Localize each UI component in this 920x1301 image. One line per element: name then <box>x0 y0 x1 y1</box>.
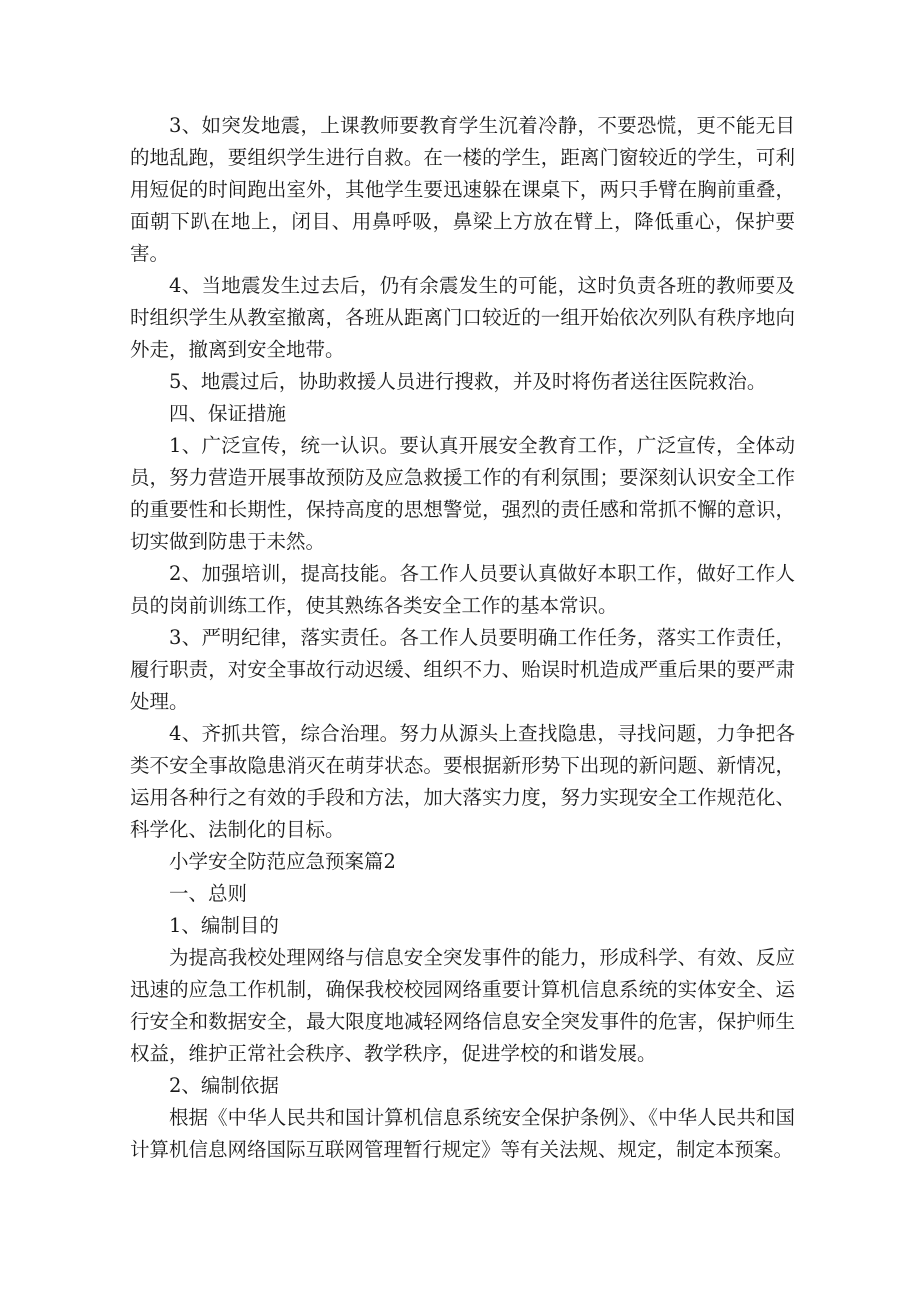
paragraph-training: 2、加强培训，提高技能。各工作人员要认真做好本职工作，做好工作人员的岗前训练工作，使其熟练各类安全工作的基本常识。 <box>130 562 795 617</box>
paragraph-purpose: 为提高我校处理网络与信息安全突发事件的能力，形成科学、有效、反应迅速的应急工作机制，确保我校校园网络重要计算机信息系统的实体安全、运行安全和数据安全，最大限度地减轻网络信息安全突发事件的危害，保护师生权益，维护正常社会秩序、教学秩序，促进学校的和谐发展。 <box>130 946 795 1065</box>
paragraph-rescue: 5、地震过后，协助救援人员进行搜救，并及时将伤者送往医院救治。 <box>169 370 767 393</box>
subheading-basis: 2、编制依据 <box>169 1074 279 1097</box>
section-heading-general-principles: 一、总则 <box>169 882 248 905</box>
paragraph-earthquake-self-rescue: 3、如突发地震，上课教师要教育学生沉着冷静，不要恐慌，更不能无目的地乱跑，要组织学生进行自救。在一楼的学生，距离门窗较近的学生，可利用短促的时间跑出室外，其他学生要迅速躲在课桌下，两只手臂在胸前重叠，面朝下趴在地上，闭目、用鼻呼吸，鼻梁上方放在臂上，降低重心，保护要害。 <box>130 114 795 265</box>
section-heading-guarantee-measures: 四、保证措施 <box>169 402 287 425</box>
document-body <box>130 110 795 1166</box>
paragraph-basis: 根据《中华人民共和国计算机信息系统安全保护条例》、《中华人民共和国计算机信息网络国际互联网管理暂行规定》等有关法规、规定，制定本预案。 <box>130 1106 795 1161</box>
paragraph-discipline: 3、严明纪律，落实责任。各工作人员要明确工作任务，落实工作责任，履行职责，对安全事故行动迟缓、组织不力、贻误时机造成严重后果的要严肃处理。 <box>130 626 795 713</box>
paragraph-evacuation: 4、当地震发生过去后，仍有余震发生的可能，这时负责各班的教师要及时组织学生从教室撤离，各班从距离门口较近的一组开始依次列队有秩序地向外走，撤离到安全地带。 <box>130 274 795 361</box>
subheading-purpose: 1、编制目的 <box>169 914 279 937</box>
paragraph-comprehensive-management: 4、齐抓共管，综合治理。努力从源头上查找隐患，寻找问题，力争把各类不安全事故隐患消灭在萌芽状态。要根据新形势下出现的新问题、新情况，运用各种行之有效的手段和方法，加大落实力度，努力实现安全工作规范化、科学化、法制化的目标。 <box>130 722 795 841</box>
paragraph-publicity: 1、广泛宣传，统一认识。要认真开展安全教育工作，广泛宣传，全体动员，努力营造开展事故预防及应急救援工作的有利氛围；要深刻认识安全工作的重要性和长期性，保持高度的思想警觉，强烈的责任感和常抓不懈的意识，切实做到防患于未然。 <box>130 434 795 553</box>
document-subtitle: 小学安全防范应急预案篇2 <box>169 850 396 873</box>
